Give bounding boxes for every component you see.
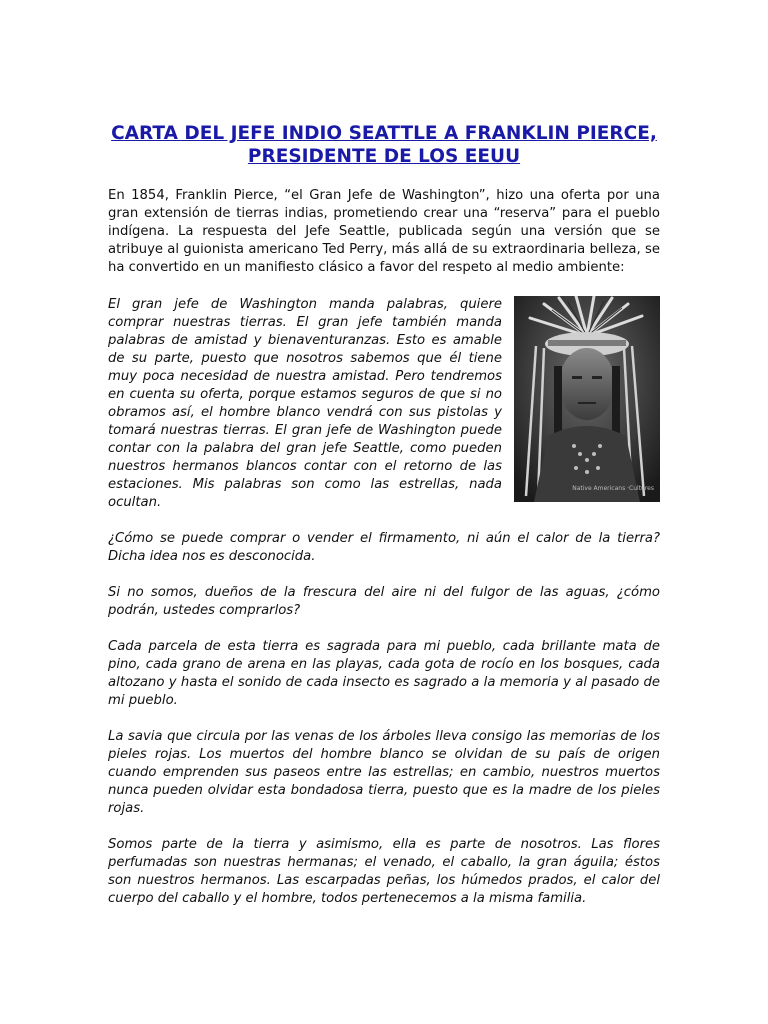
letter-paragraph-2: ¿Cómo se puede comprar o vender el firmamento, ni aún el calor de la tierra? Dicha idea nos es desconocida. xyxy=(108,531,660,564)
intro-paragraph: En 1854, Franklin Pierce, “el Gran Jefe de Washington”, hizo una oferta por una gran extensión de tierras indias, prometiendo crear una “reserva” para el pueblo indígena. La respuesta del Jefe Seattle, publicada según una versión que se atribuye al guionista americano Ted Perry, más allá de su extraordinaria belleza, se ha convertido en un manifiesto clásico a favor del respeto al medio ambiente: xyxy=(108,188,660,275)
document-title[interactable]: CARTA DEL JEFE INDIO SEATTLE A FRANKLIN PIERCE, PRESIDENTE DE LOS EEUU xyxy=(111,123,657,167)
chief-portrait-image xyxy=(514,296,660,502)
letter-body xyxy=(108,296,660,926)
letter-paragraph-6: Somos parte de la tierra y asimismo, ella es parte de nosotros. Las flores perfumadas son nuestras hermanas; el venado, el caballo, la gran águila; éstos son nuestros hermanos. Las escarpadas peñas, los húmedos prados, el calor del cuerpo del caballo y el hombre, todos pertenecemos a la misma familia. xyxy=(108,837,660,906)
letter-paragraph-1: El gran jefe de Washington manda palabras, quiere comprar nuestras tierras. El gran jefe también manda palabras de amistad y bienaventuranzas. Esto es amable de su parte, puesto que nosotros sabemos que él tiene muy poca necesidad de nuestra amistad. Pero tendremos en cuenta su oferta, porque estamos seguros de que si no obramos así, el hombre blanco vendrá con sus pistolas y tomará nuestras tierras. El gran jefe de Washington puede contar con la palabra del gran jefe Seattle, como pueden nuestros hermanos blancos contar con el retorno de las estaciones. Mis palabras son como las estrellas, nada ocultan. xyxy=(108,297,502,510)
portrait-illustration xyxy=(514,296,660,502)
image-caption: Native Americans ·Cultures xyxy=(572,485,654,492)
letter-paragraph-4: Cada parcela de esta tierra es sagrada para mi pueblo, cada brillante mata de pino, cada grano de arena en las playas, cada gota de rocío en los bosques, cada altozano y hasta el sonido de cada insecto es sagrado a la memoria y al pasado de mi pueblo. xyxy=(108,639,660,708)
letter-paragraph-5: La savia que circula por las venas de los árboles lleva consigo las memorias de los pieles rojas. Los muertos del hombre blanco se olvidan de su país de origen cuando emprenden sus paseos entre las estrellas; en cambio, nuestros muertos nunca pueden olvidar esta bondadosa tierra, puesto que es la madre de los pieles rojas. xyxy=(108,729,660,816)
letter-paragraph-3: Si no somos, dueños de la frescura del aire ni del fulgor de las aguas, ¿cómo podrán, ustedes comprarlos? xyxy=(108,585,660,618)
